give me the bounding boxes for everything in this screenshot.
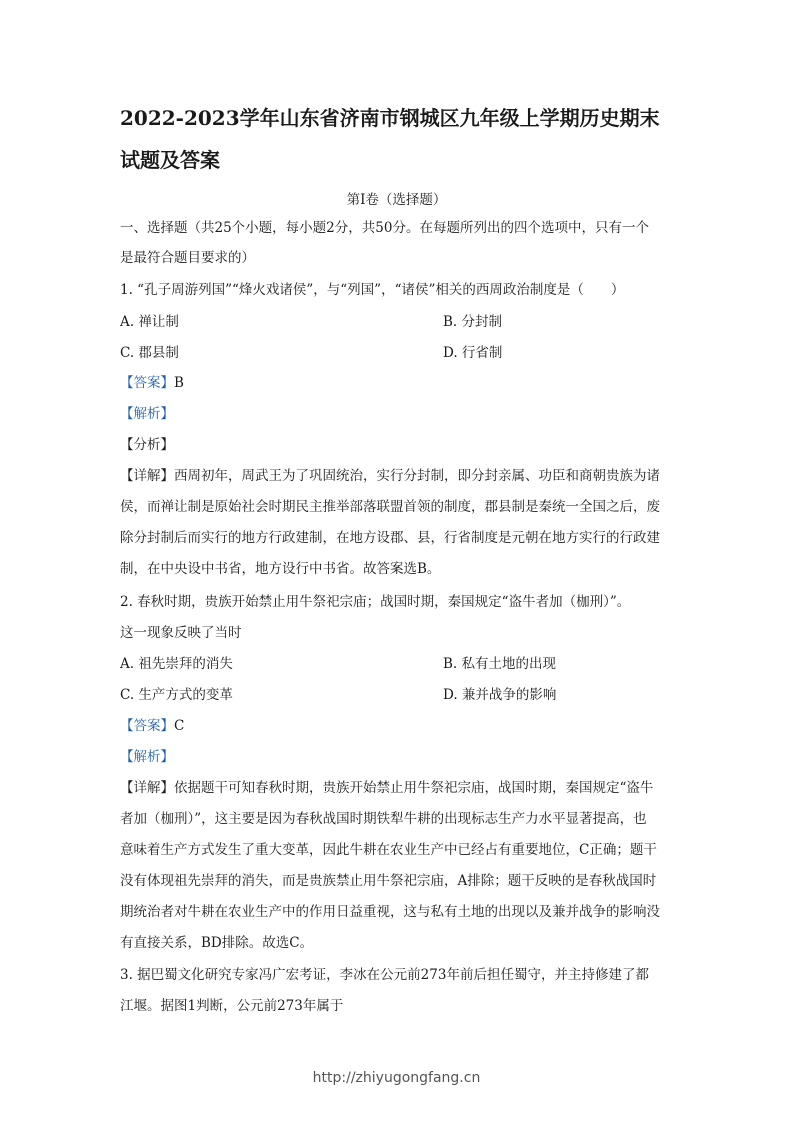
detail-tag: 【详解】: [120, 780, 174, 796]
question-2-option-d: D. 兼并战争的影响: [443, 687, 557, 703]
detail-text: 依据题干可知春秋时期，贵族开始禁止用牛祭祀宗庙，战国时期，秦国规定“盗牛: [174, 780, 654, 796]
question-3-stem-line-2: 江堰。据图1判断，公元前273年属于: [120, 998, 344, 1014]
question-2-option-b: B. 私有土地的出现: [443, 656, 557, 672]
instructions-line-1: 一、选择题（共25个小题，每小题2分，共50分。在每题所列出的四个选项中，只有一个: [120, 220, 649, 236]
answer-value: B: [174, 375, 184, 391]
question-2-detail-line-2: 者加（枷刑）”，这主要是因为春秋战国时期铁犁牛耕的出现标志生产力水平显著提高，也: [120, 811, 647, 827]
question-2-stem-line-1: 2. 春秋时期，贵族开始禁止用牛祭祀宗庙；战国时期，秦国规定“盗牛者加（枷刑）”。: [120, 594, 631, 610]
question-2-detail-line-1: [120, 779, 653, 797]
question-2-option-a: A. 祖先崇拜的消失: [120, 656, 233, 672]
document-title-line-2: 试题及答案: [120, 148, 220, 172]
question-2-analysis-tag: 【解析】: [120, 749, 174, 765]
question-1-detail-line-3: 除分封制后而实行的地方行政建制，在地方设郡、县，行省制度是元朝在地方实行的行政建: [120, 530, 660, 546]
question-1-option-c: C. 郡县制: [120, 345, 179, 361]
detail-tag: 【详解】: [120, 468, 174, 484]
question-2-stem-line-2: 这一现象反映了当时: [120, 625, 242, 641]
question-2-detail-line-5: 期统治者对牛耕在农业生产中的作用日益重视，这与私有土地的出现以及兼并战争的影响没: [120, 904, 660, 920]
question-1-option-b: B. 分封制: [443, 314, 503, 330]
answer-tag: 【答案】: [120, 375, 174, 391]
question-1-answer: [120, 374, 184, 392]
answer-tag: 【答案】: [120, 718, 174, 734]
question-2-option-c: C. 生产方式的变革: [120, 687, 233, 703]
question-1-detail-line-1: [120, 467, 660, 485]
question-1-analysis-tag: 【解析】: [120, 406, 174, 422]
question-2-detail-line-4: 没有体现祖先崇拜的消失，而是贵族禁止用牛祭祀宗庙，A排除；题干反映的是春秋战国时: [120, 873, 657, 889]
question-2-detail-line-6: 有直接关系，BD排除。故选C。: [120, 935, 314, 951]
question-3-stem-line-1: 3. 据巴蜀文化研究专家冯广宏考证，李冰在公元前273年前后担任蜀守，并主持修建了都: [120, 967, 649, 983]
detail-text: 西周初年，周武王为了巩固统治，实行分封制，即分封亲属、功臣和商朝贵族为诸: [174, 468, 660, 484]
question-1-detail-line-2: 侯，而禅让制是原始社会时期民主推举部落联盟首领的制度，郡县制是秦统一全国之后，废: [120, 499, 660, 515]
section-heading: 第Ⅰ卷（选择题）: [346, 192, 447, 208]
question-1-detail-line-4: 制，在中央设中书省，地方设行中书省。故答案选B。: [120, 561, 441, 577]
footer-url: http://zhiyugongfang.cn: [312, 1070, 481, 1086]
question-1-fenxi-tag: 【分析】: [120, 437, 174, 453]
answer-value: C: [174, 718, 185, 734]
question-1-stem: 1. “孔子周游列国”“烽火戏诸侯”，与“列国”，“诸侯”相关的西周政治制度是（ ）: [120, 282, 625, 298]
question-2-answer: [120, 717, 184, 735]
instructions-line-2: 是最符合题目要求的）: [120, 250, 255, 266]
question-2-detail-line-3: 意味着生产方式发生了重大变革，因此牛耕在农业生产中已经占有重要地位，C正确；题干: [120, 842, 657, 858]
question-1-option-d: D. 行省制: [443, 345, 503, 361]
question-1-option-a: A. 禅让制: [120, 314, 179, 330]
document-title-line-1: 2022-2023学年山东省济南市钢城区九年级上学期历史期末: [120, 106, 660, 130]
